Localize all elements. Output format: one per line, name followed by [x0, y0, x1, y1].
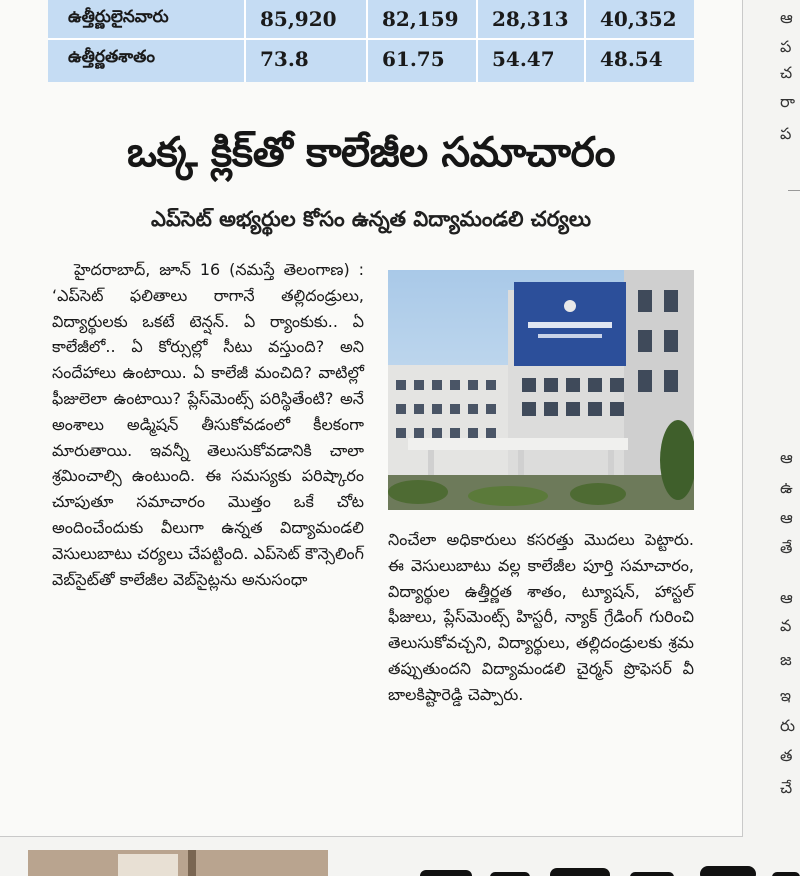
cropped-headline-glyphs: [400, 852, 800, 876]
body-paragraph: నించేలా అధికారులు కసరత్తు మొదలు పెట్టారు. ఈ వెసులుబాటు వల్ల కాలేజీల పూర్తి సమాచారం, విద్యార్థుల ఉత్తీర్ణత శాతం, ట్యూషన్, హాస్టల్ ఫీజులు, ప్లేస్‌మెంట్స్ హిస్టరీ, న్యాక్ గ్రేడింగ్ గురించి తెలుసుకోవచ్చని, విద్యార్థులు, తల్లిదండ్రులకు శ్రమ తప్పుతుందని విద్యామండలి చైర్మన్ ప్రొఫెసర్ వీ బాలకిష్టారెడ్డి చెప్పారు.: [388, 530, 694, 704]
side-glyph: ఉ: [780, 478, 793, 497]
building-photo: [388, 270, 694, 510]
adjacent-column: [760, 0, 800, 876]
column-divider: [244, 0, 246, 82]
table-cell: 85,920: [260, 7, 337, 31]
article-body-left: [52, 257, 364, 592]
table-cell: 48.54: [600, 47, 663, 71]
side-glyph: ఇ: [780, 686, 792, 705]
column-rule: [788, 190, 800, 191]
side-glyph: చే: [780, 778, 793, 797]
side-glyph: వ: [780, 616, 792, 635]
table-cell: 73.8: [260, 47, 309, 71]
side-glyph: ప: [780, 37, 792, 56]
next-article-headline-fragment: [400, 846, 800, 876]
article-body-right: [388, 527, 694, 708]
results-table: [48, 0, 694, 82]
column-divider: [476, 0, 478, 82]
row-label: ఉత్తీర్ణులైనవారు: [68, 7, 169, 27]
column-divider: [584, 0, 586, 82]
table-cell: 28,313: [492, 7, 569, 31]
table-cell: 40,352: [600, 7, 677, 31]
side-glyph: చ: [780, 63, 793, 82]
side-glyph: తే: [780, 538, 793, 557]
side-glyph: త: [780, 746, 793, 765]
table-row: [48, 40, 694, 78]
side-glyph: ఆ: [780, 8, 793, 27]
body-paragraph: హైదరాబాద్, జూన్ 16 (నమస్తే తెలంగాణ) : ‘ఎప్‌సెట్ ఫలితాలు రాగానే తల్లిదండ్రులు, విద్యార్థులకు ఒకటే టెన్షన్. ఏ ర్యాంకుకు.. ఏ కాలేజీలో.. ఏ కోర్సుల్లో సీటు వస్తుంది? అని సందేహాలు ఉంటాయి. ఏ కాలేజీ మంచిది? వాటిల్లో ఫీజులెలా ఉంటాయి? ప్లేస్‌మెంట్స్ పరిస్థితేంటి? అనే అంశాలు అడ్మిషన్ తీసుకోవడంలో కీలకంగా మారుతాయి. ఇవన్నీ తెలుసుకోవడానికి చాలా శ్రమించాల్సి ఉంటుంది. ఈ సమస్యకు పరిష్కారం చూపుతూ సమాచారం మొత్తం ఒకే చోట అందించేందుకు వీలుగా ఉన్నత విద్యామండలి వెసులుబాటు చర్యలు చేపట్టింది. ఎప్‌సెట్ కౌన్సెలింగ్ వెబ్‌సైట్‌తో కాలేజీల వెబ్‌సైట్లను అనుసంధా: [52, 260, 364, 589]
headline: ఒక్క క్లిక్‌తో కాలేజీల సమాచారం: [126, 128, 616, 176]
row-label: ఉత్తీర్ణతశాతం: [68, 47, 156, 67]
table-cell: 54.47: [492, 47, 555, 71]
table-cell: 82,159: [382, 7, 459, 31]
building-photo-illustration: [388, 270, 694, 510]
side-glyph: ప: [780, 124, 792, 143]
next-article-photo: [28, 850, 328, 876]
side-glyph: ఆ: [780, 508, 793, 527]
side-glyph: రా: [780, 92, 795, 111]
side-glyph: జ: [780, 650, 792, 669]
next-article-photo-illustration: [28, 850, 328, 876]
side-glyph: రు: [780, 716, 796, 735]
side-glyph: ఆ: [780, 588, 793, 607]
column-divider: [366, 0, 368, 82]
table-row: [48, 0, 694, 38]
table-cell: 61.75: [382, 47, 445, 71]
side-glyph: ఆ: [780, 448, 793, 467]
subheadline: ఎప్‌సెట్ అభ్యర్థుల కోసం ఉన్నత విద్యామండలి చర్యలు: [151, 207, 591, 231]
